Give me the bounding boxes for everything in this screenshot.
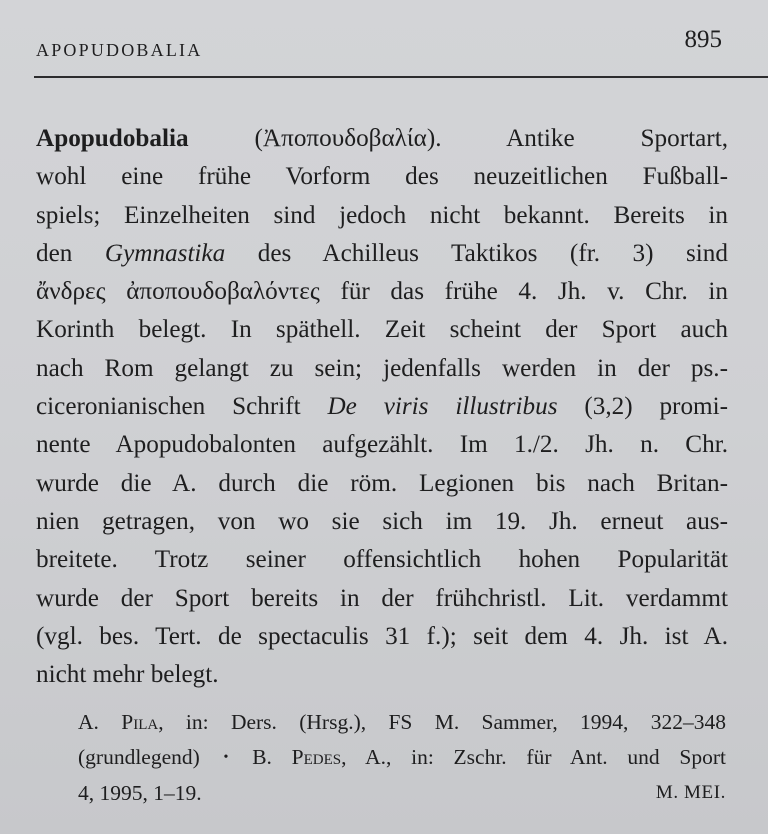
article-line: nach Rom gelangt zu sein; jedenfalls werden in der ps.- bbox=[36, 354, 728, 382]
article-line: wurde die A. durch die röm. Legionen bis nach Britan- bbox=[36, 469, 728, 497]
bibliography bbox=[78, 705, 726, 810]
article-line: wurde der Sport bereits in der frühchristl. Lit. verdammt bbox=[36, 584, 728, 612]
header-rule bbox=[34, 76, 768, 78]
work-title-de-viris: De viris illustribus bbox=[327, 393, 558, 421]
article-line: den Gymnastika des Achilleus Taktikos (fr. 3) sind bbox=[36, 239, 728, 267]
article-line: Apopudobalia (Ἀποπουδοβαλία). Antike Sportart, bbox=[36, 125, 728, 152]
work-title-gymnastika: Gymnastika bbox=[104, 239, 226, 267]
article-line: (vgl. bes. Tert. de spectaculis 31 f.); seit dem 4. Jh. ist A. bbox=[36, 622, 728, 650]
article-line: wohl eine frühe Vorform des neuzeitlichen Fußball- bbox=[36, 163, 728, 191]
biblio-line: A. Pila, in: Ders. (Hrsg.), FS M. Sammer, 1994, 322–348 bbox=[78, 710, 726, 734]
running-head: APOPUDOBALIA bbox=[36, 40, 203, 60]
biblio-author-pila: Pila bbox=[121, 710, 159, 734]
article-line: nicht mehr belegt. bbox=[36, 661, 219, 689]
biblio-author-pedes: Pedes bbox=[291, 744, 342, 769]
article-line: breitete. Trotz seiner offensichtlich hohen Popularität bbox=[36, 546, 728, 574]
article-line: nien getragen, von wo sie sich im 19. Jh. erneut aus- bbox=[36, 507, 728, 535]
article-line: ciceronianischen Schrift De viris illustribus (3,2) promi- bbox=[36, 393, 729, 421]
article-line: nente Apopudobalonten aufgezählt. Im 1./2. Jh. n. Chr. bbox=[36, 431, 728, 459]
page-number: 895 bbox=[684, 26, 722, 53]
separator-bullet: • bbox=[223, 750, 229, 766]
article-line: Korinth belegt. In späthell. Zeit scheint der Sport auch bbox=[36, 316, 728, 344]
lemma: Apopudobalia bbox=[36, 125, 189, 152]
page-header bbox=[36, 26, 722, 66]
article-author: M. MEI. bbox=[655, 781, 726, 803]
biblio-line: (grundlegend) • B. Pedes, A., in: Zschr. für Ant. und Sport bbox=[78, 740, 726, 776]
article-line: ἄνδρες ἀποπουδοβαλόντες für das frühe 4. Jh. v. Chr. in bbox=[36, 278, 728, 306]
biblio-line: 4, 1995, 1–19. M. MEI. bbox=[78, 776, 726, 811]
article-line: spiels; Einzelheiten sind jedoch nicht bekannt. Bereits in bbox=[36, 201, 728, 229]
article-body bbox=[36, 120, 728, 694]
